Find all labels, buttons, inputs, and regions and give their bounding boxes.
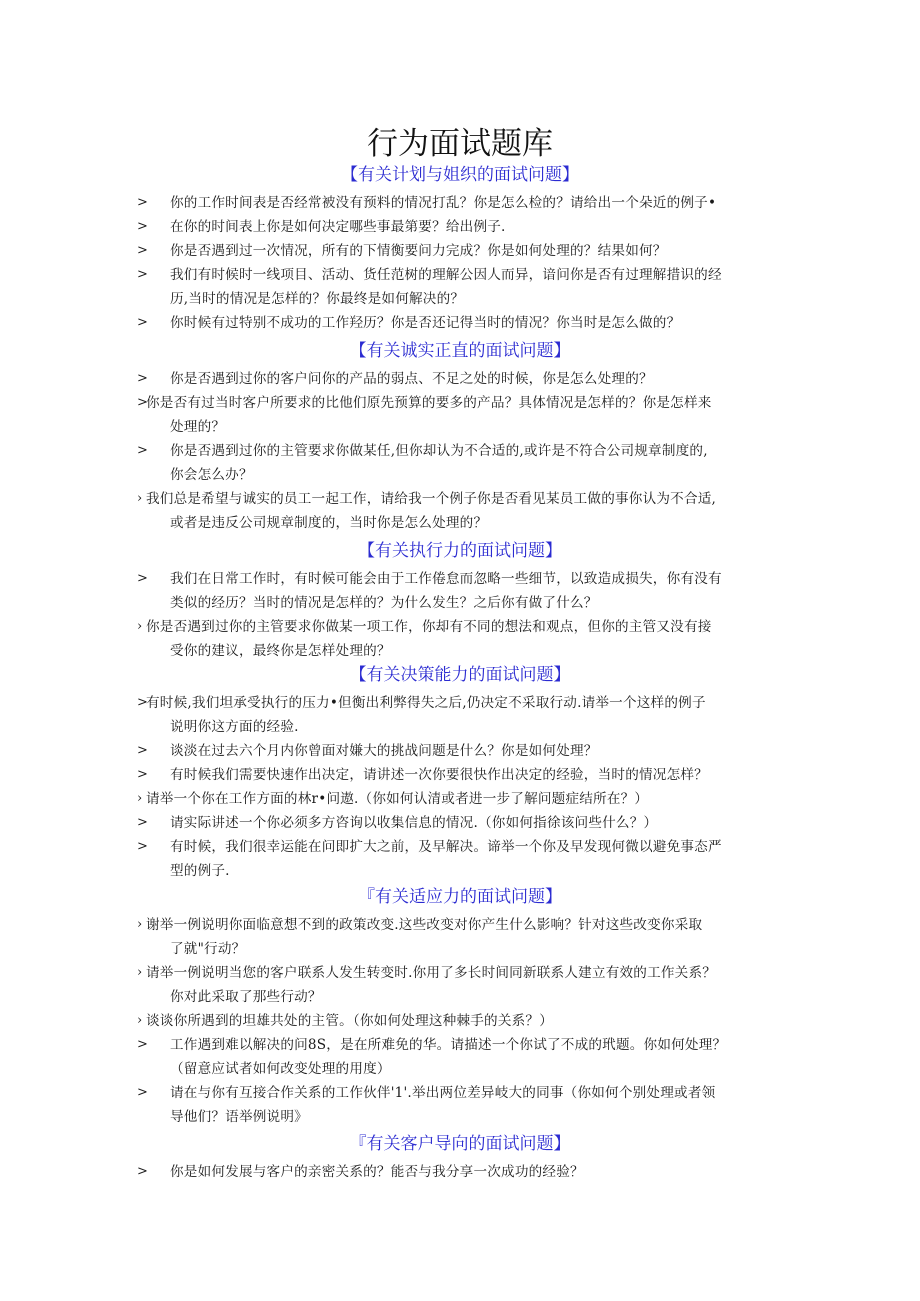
question-text-line: 请在与你有互接合作关系的工作伙伴'1'.举出两位差异岐大的同事（你如何个别处理或者领	[170, 1085, 716, 1101]
list-bullet: ›	[137, 965, 143, 980]
list-bullet: >	[137, 839, 148, 854]
section-heading: 『有关适应力的面试问题】	[358, 887, 562, 907]
list-bullet: >	[137, 195, 148, 210]
question-text-line: 你是否有过当时客户所要求的比他们原先预算的要多的产品？具体情况是怎样的？你是怎样来	[146, 395, 712, 411]
list-bullet: >	[137, 267, 148, 282]
document-title: 行为面试题库	[367, 126, 553, 162]
question-text-line: 谈谈你所遇到的坦雄共处的主管。（你如何处理这种棘手的关系？）	[146, 1013, 554, 1029]
question-text-line: 你对此采取了那些行动？	[170, 989, 322, 1005]
list-bullet: ›	[137, 491, 143, 506]
question-text-line: 你是否遇到过一次情况，所有的下情衡要问力完成？你是如何处理的？结果如何？	[170, 243, 667, 259]
list-bullet: >	[137, 371, 148, 386]
question-text-line: 型的例子.	[170, 863, 230, 879]
question-text-line: 你是否遇到过你的主管要求你做某任,但你却认为不合适的,或许是不符合公司规章制度的,	[170, 443, 708, 459]
question-text-line: 或者是违反公司规章制度的，当时你是怎么处理的？	[170, 515, 488, 531]
question-text-line: 你是否遇到过你的客户问你的产品的弱点、不足之处的时候，你是怎么处理的？	[170, 371, 653, 387]
question-text-line: 请举一例说明当您的客户联系人发生转变时.你用了多长时间同新联系人建立有效的工作关系？	[146, 965, 717, 981]
list-bullet: >	[137, 1037, 148, 1052]
list-bullet: ›	[137, 1013, 143, 1028]
list-bullet: >	[137, 243, 148, 258]
list-bullet: >	[137, 315, 148, 330]
question-text-line: 请举一个你在工作方面的林r•问遨.（你如何认清或者进一步了解问题症结所在？）	[146, 791, 649, 807]
question-text-line: 你是如何发展与客户的亲密关系的？能否与我分享一次成功的经验？	[170, 1164, 584, 1180]
question-text-line: 处理的？	[170, 419, 226, 435]
question-text-line: （留意应试者如何改变处理的用度）	[170, 1061, 391, 1077]
question-text-line: 在你的时间表上你是如何决定哪些事最第要？给出例子.	[170, 219, 506, 235]
list-bullet: >	[137, 815, 148, 830]
list-bullet: ›	[137, 917, 143, 932]
question-text-line: 你的工作时间表是否经常被没有预料的情况打乱？你是怎么检的？请给出一个朵近的例子•	[170, 195, 717, 211]
question-text-line: 请实际讲述一个你必须多方咨询以收集信息的情况.（你如何指徐该问些什么？）	[170, 815, 658, 831]
question-text-line: 说明你这方面的经验.	[170, 719, 299, 735]
question-text-line: 你时候有过特别不成功的工作羟历？你是否还记得当时的情况？你当时是怎么做的？	[170, 315, 681, 331]
section-heading: 【有关计划与姐织的面试问题】	[341, 165, 579, 185]
question-text-line: 工作遇到难以解决的问8S，是在所难免的华。请描述一个你试了不成的玳题。你如何处理？	[170, 1037, 727, 1053]
list-bullet: >	[137, 743, 148, 758]
question-text-line: 谈淡在过去六个月内你曾面对嫌大的挑战问题是什么？你是如何处理？	[170, 743, 598, 759]
list-bullet: ›	[137, 791, 143, 806]
question-text-line: 我们在日常工作时，有时候可能会由于工作倦怠而忽略一些细节，以致造成损失，你有没有	[170, 571, 722, 587]
list-bullet: >	[137, 219, 148, 234]
question-text-line: 你会怎么办？	[170, 467, 253, 483]
list-bullet: >	[137, 695, 148, 710]
list-bullet: >	[137, 1164, 148, 1179]
question-text-line: 导他们？语举例说明》	[170, 1109, 308, 1125]
list-bullet: ›	[137, 619, 143, 634]
question-text-line: 你是否遇到过你的主管要求你做某一项工作，你却有不同的想法和观点，但你的主管又没有接	[146, 619, 712, 635]
list-bullet: >	[137, 443, 148, 458]
list-bullet: >	[137, 571, 148, 586]
section-heading: 【有关决策能力的面试问题】	[349, 665, 571, 685]
section-heading: 『有关客户导向的面试问题】	[349, 1134, 571, 1154]
question-text-line: 了就"行动？	[170, 941, 246, 957]
question-text-line: 受你的建议，最终你是怎样处理的？	[170, 643, 391, 659]
question-text-line: 有时候我们需要快速作出决定，请讲述一次你要很快作出决定的经验，当时的情况怎样？	[170, 767, 708, 783]
question-text-line: 历,当时的情况是怎样的？你最终是如何解决的？	[170, 291, 465, 307]
section-heading: 【有关诚实正直的面试问题】	[349, 341, 571, 361]
section-heading: 【有关执行力的面试问题】	[358, 541, 562, 561]
question-text-line: 我们总是希望与诚实的员工一起工作，请给我一个例子你是否看见某员工做的事你认为不合适,	[146, 491, 717, 507]
list-bullet: >	[137, 1085, 148, 1100]
list-bullet: >	[137, 395, 148, 410]
list-bullet: >	[137, 767, 148, 782]
question-text-line: 谢举一例说明你面临意想不到的政策改变.这些改变对你产生什么影响？针对这些改变你采取	[146, 917, 703, 933]
question-text-line: 有时候，我们很幸运能在问即扩大之前，及早解决。谛举一个你及早发现何微以避免事态严	[170, 839, 722, 855]
question-text-line: 有时候,我们坦承受执行的压力•但衡出利弊得失之后,仍决定不采取行动.请举一个这样的例子	[146, 695, 706, 711]
question-text-line: 我们有时候时一线项目、活动、货任范树的理解公因人而异，谙问你是否有过理解措识的经	[170, 267, 722, 283]
question-text-line: 类似的经历？当时的情况是怎样的？为什么发生？之后你有做了什么？	[170, 595, 598, 611]
